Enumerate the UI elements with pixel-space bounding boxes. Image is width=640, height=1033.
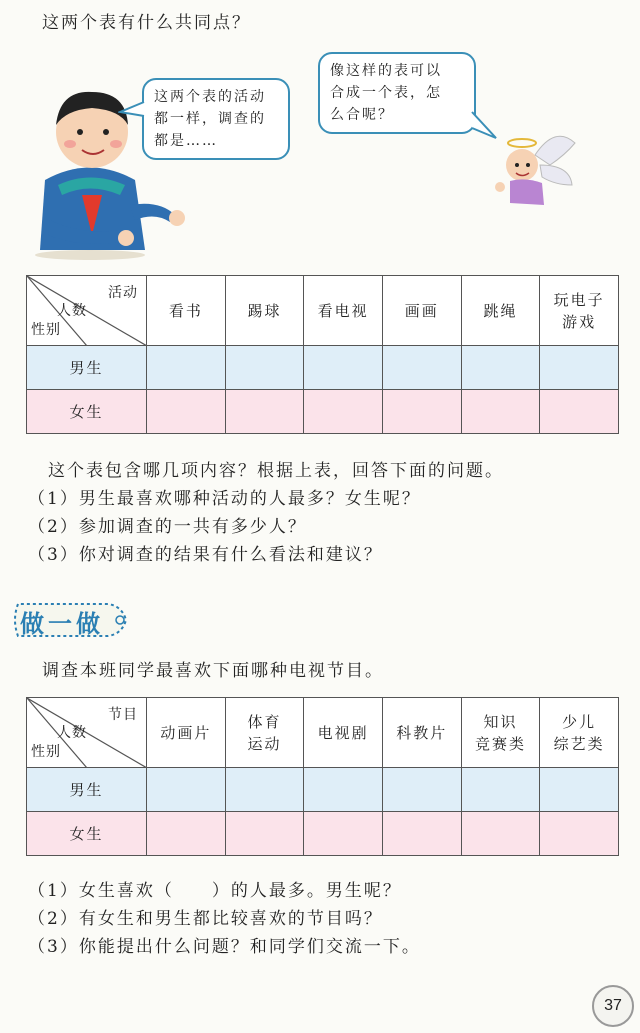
table-cell [225,390,304,434]
table-cell [304,812,383,856]
table-cell [225,768,304,812]
column-header: 踢球 [225,276,304,346]
task-text: 调查本班同学最喜欢下面哪种电视节目。 [42,661,384,681]
table-cell [382,768,461,812]
table-cell [461,346,540,390]
row-header-girls: 女生 [27,390,147,434]
boy-speech-bubble [142,78,290,160]
column-header-line: 综艺类 [553,734,605,753]
table-cell [382,390,461,434]
table-cell [461,768,540,812]
table-cell [540,390,619,434]
row-header-boys: 男生 [27,346,147,390]
column-header: 画画 [382,276,461,346]
table-cell [147,812,226,856]
column-header-line: 玩电子 [553,290,605,309]
corner-label-count: 人数 [57,303,87,319]
column-header-line: 运动 [247,734,282,753]
column-header: 电视剧 [304,698,383,768]
question-item: （1）男生最喜欢哪种活动的人最多？女生呢？ [28,489,421,509]
table-cell [225,812,304,856]
column-header: 看书 [147,276,226,346]
column-header-line: 体育 [247,712,282,731]
page-number: 37 [592,985,634,1027]
table-corner-cell [27,698,147,768]
table-cell [461,812,540,856]
corner-label-gender: 性别 [31,322,61,338]
row-header-girls: 女生 [27,812,147,856]
column-header [540,698,619,768]
column-header [540,276,619,346]
question-item: （2）参加调查的一共有多少人？ [28,517,307,537]
top-question: 这两个表有什么共同点？ [42,13,251,33]
angel-bubble-line: 么合呢？ [330,107,394,123]
column-header: 看电视 [304,276,383,346]
angel-bubble-line: 合成一个表，怎 [330,85,442,101]
question-item: （3）你对调查的结果有什么看法和建议？ [28,545,383,565]
table-cell [304,390,383,434]
corner-label-count: 人数 [57,725,87,741]
question-item: （2）有女生和男生都比较喜欢的节目吗？ [28,909,383,929]
column-header-line: 少儿 [562,712,597,731]
column-header-line: 游戏 [562,312,597,331]
table-cell [304,346,383,390]
row-header-boys: 男生 [27,768,147,812]
column-header: 跳绳 [461,276,540,346]
column-header-line: 知识 [483,712,518,731]
table-cell [540,768,619,812]
column-header [225,698,304,768]
boy-bubble-line: 都一样，调查的 [154,111,266,127]
table-cell [382,812,461,856]
corner-label-program: 节目 [108,707,138,723]
corner-label-gender: 性别 [31,744,61,760]
section-title: 做一做 [20,609,104,638]
table-cell [147,390,226,434]
table-cell [540,812,619,856]
boy-bubble-tail [118,100,146,120]
column-header: 动画片 [147,698,226,768]
question-item: （3）你能提出什么问题？和同学们交流一下。 [28,937,421,957]
angel-bubble-line: 像这样的表可以 [330,63,442,79]
column-header [461,698,540,768]
question-item: （1）女生喜欢（ ）的人最多。男生呢？ [28,881,402,901]
table-cell [147,346,226,390]
column-header: 科教片 [382,698,461,768]
table-corner-cell [27,276,147,346]
activity-survey-table [26,275,619,434]
boy-bubble-line: 都是…… [154,133,218,149]
table-cell [225,346,304,390]
column-header-line: 竞赛类 [474,734,526,753]
table-cell [382,346,461,390]
angel-illustration [480,125,580,215]
table-cell [461,390,540,434]
question-intro: 这个表包含哪几项内容？根据上表，回答下面的问题。 [48,461,504,481]
table-cell [304,768,383,812]
table-cell [540,346,619,390]
tv-program-survey-table [26,697,619,856]
boy-bubble-line: 这两个表的活动 [154,89,266,105]
angel-speech-bubble [318,52,476,134]
table-cell [147,768,226,812]
corner-label-activity: 活动 [108,285,138,301]
